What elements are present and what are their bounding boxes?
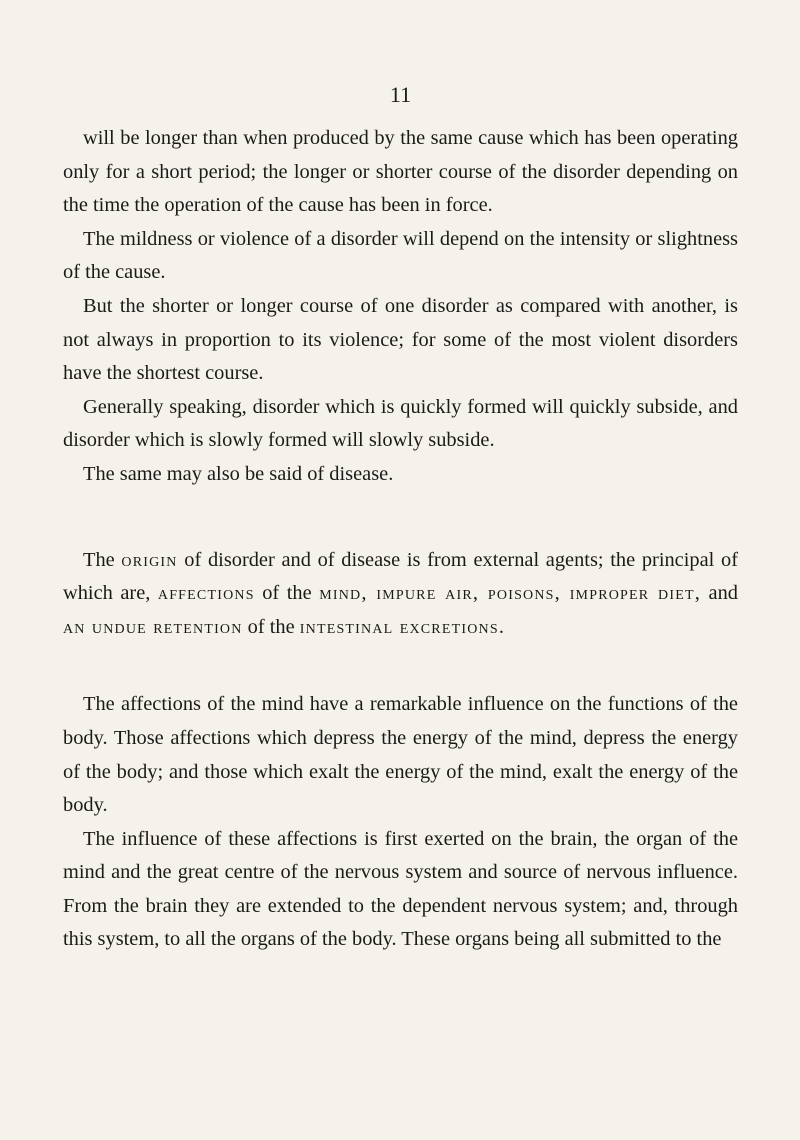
paragraph-3 [63,290,738,391]
small-caps-text: mind, impure air, poisons, improper diet, [319,582,702,605]
text-run: of the [242,615,300,638]
text-run: The mildness or violence of a disorder will depend on the intensity or slightness of the cause. [63,227,738,284]
text-run: of disorder and of disease is from external agents; the principal of which are, [63,548,738,605]
text-run: The [83,548,122,571]
paragraph-affections-of-mind [63,688,738,822]
paragraph-4 [63,391,738,458]
text-run: of the [254,582,320,605]
small-caps-text: intestinal excretions. [299,615,506,638]
text-run: The same may also be said of disease. [83,462,394,485]
text-run: The affections of the mind have a remarkable influence on the functions of the body. Those affections which depress the energy of the mind, depress the energy of the body; and those which exalt the energy of the mind, exalt the energy of the body. [63,693,738,817]
text-run: and [701,582,739,605]
small-caps-text: an undue retention [63,615,243,638]
paragraph-origin-of-disorder [63,544,738,645]
text-run: The influence of these affections is first exerted on the brain, the organ of the mind and the great centre of the nervous system and source of nervous influence. From the brain they are extended to the dependent nervous system; and, through this system, to all the organs of the body. These organs being all submitted to the [63,827,738,951]
paragraph-5 [63,458,738,492]
small-caps-text: affections [157,582,255,605]
paragraph-1 [63,122,738,223]
text-run: Generally speaking, disorder which is quickly formed will quickly subside, and disorder which is slowly formed will slowly subside. [63,395,738,452]
paragraph-influence-of-affections [63,823,738,957]
text-run: But the shorter or longer course of one disorder as compared with another, is not always in proportion to its violence; for some of the most violent disorders have the shortest course. [63,294,738,385]
page-number: 11 [389,82,412,107]
paragraph-2 [63,223,738,290]
small-caps-text: origin [121,548,178,571]
text-run: will be longer than when produced by the same cause which has been operating only for a short period; the longer or shorter course of the disorder depending on the time the operation of the cause has been in force. [63,127,738,217]
